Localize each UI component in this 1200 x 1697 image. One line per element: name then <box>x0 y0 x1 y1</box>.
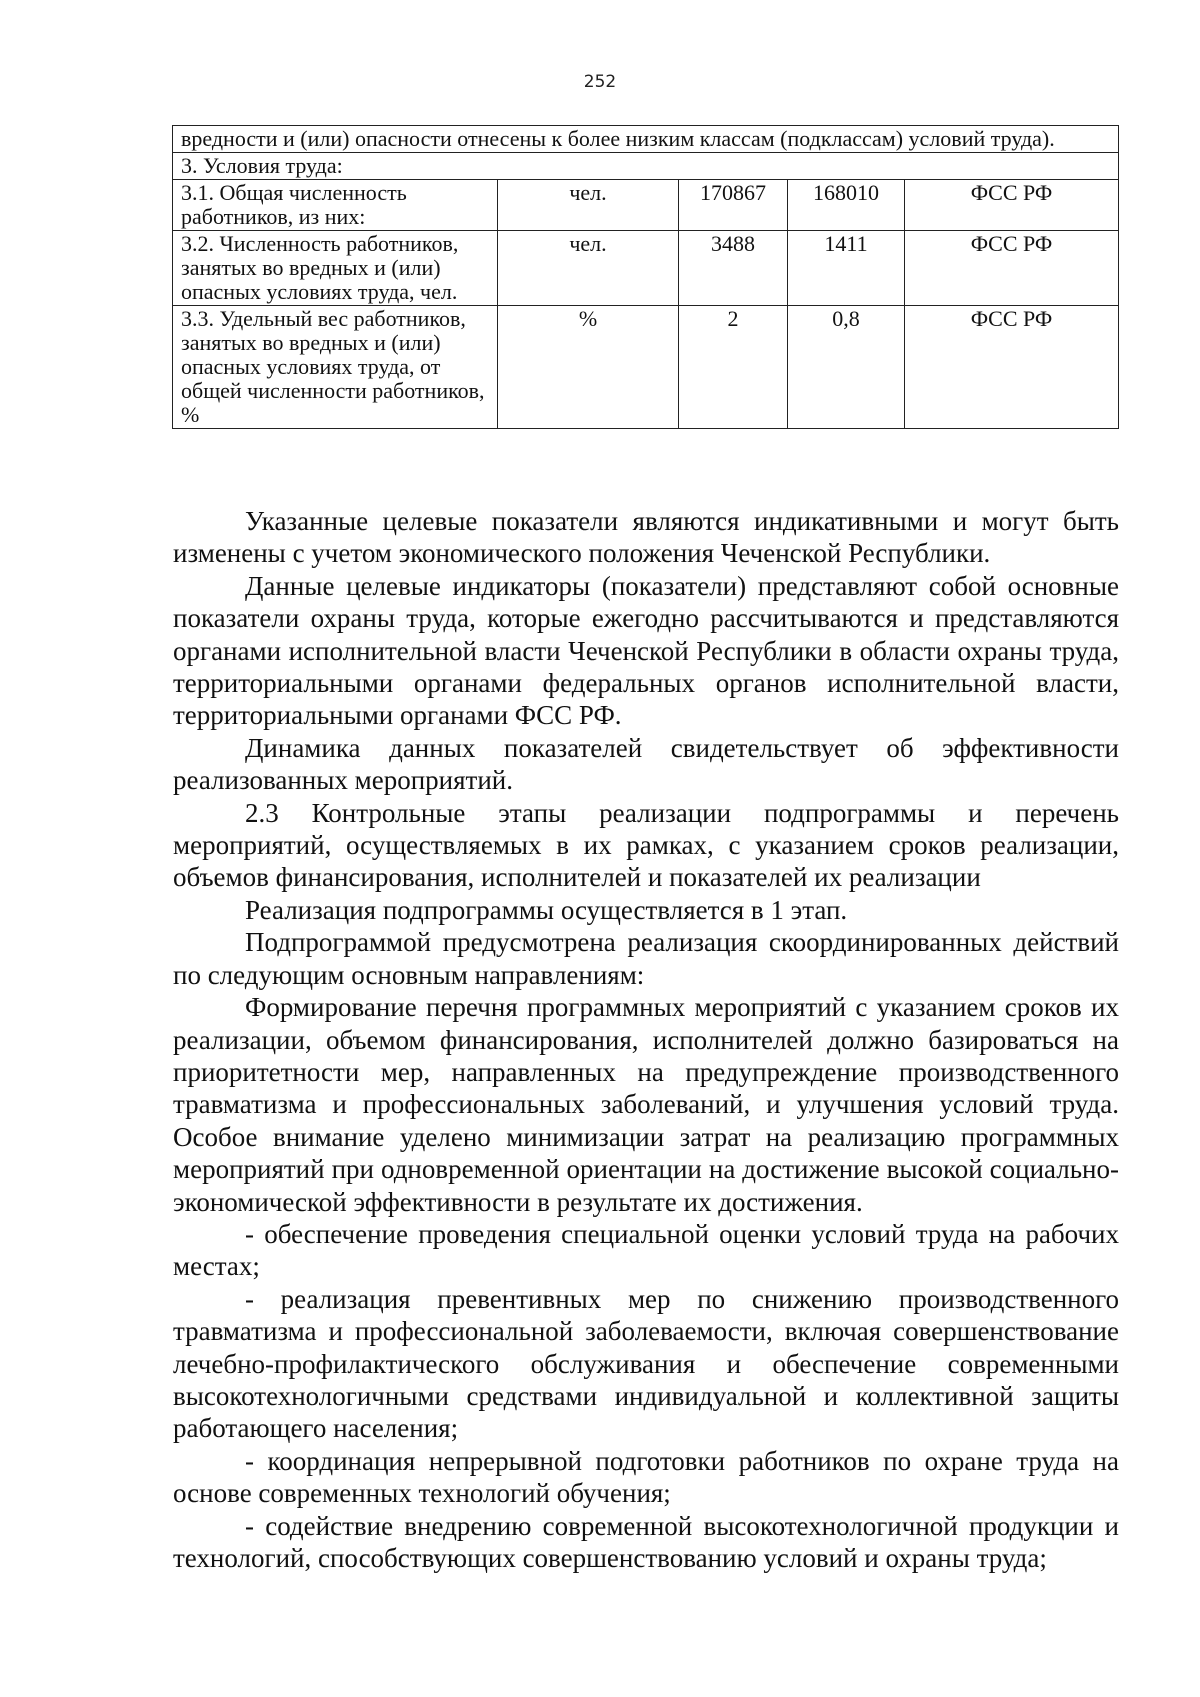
list-item: - обеспечение проведения специальной оценки условий труда на рабочих местах; <box>173 1218 1119 1282</box>
paragraph: Подпрограммой предусмотрена реализация скоординированных действий по следующим основным направлениям: <box>173 927 1119 990</box>
list-item: - координация непрерывной подготовки работников по охране труда на основе современных технологий обучения; <box>173 1445 1119 1509</box>
page-number: 252 <box>583 72 617 92</box>
indicators-table <box>172 125 1119 429</box>
value-cell: 3488 <box>679 231 788 306</box>
unit-cell: % <box>498 306 679 429</box>
paragraph: Формирование перечня программных мероприятий с указанием сроков их реализации, объемом финансирования, исполнителей должно базироваться на приоритетности мер, направленных на предупреждение производственного травматизма и профессиональных заболеваний, и улучшения условий труда. Особое внимание уделено минимизации затрат на реализацию программных мероприятий при одновременной ориентации на достижение высокой социально-экономической эффективности в результате их достижения. <box>173 992 1119 1217</box>
value-cell: 1411 <box>788 231 905 306</box>
source-cell: ФСС РФ <box>905 180 1119 231</box>
indicator-name-cell: 3.2. Численность работников, занятых во вредных и (или) опасных условиях труда, чел. <box>173 231 498 306</box>
value-cell: 170867 <box>679 180 788 231</box>
table-row <box>173 306 1119 429</box>
table-intro-cell: вредности и (или) опасности отнесены к более низким классам (подклассам) условий труда). <box>173 126 1119 153</box>
table-row <box>173 231 1119 306</box>
body-text <box>173 505 1119 1574</box>
source-cell: ФСС РФ <box>905 306 1119 429</box>
paragraph: Динамика данных показателей свидетельствует об эффективности реализованных мероприятий. <box>173 732 1119 796</box>
table-row <box>173 153 1119 180</box>
list-item: - содействие внедрению современной высокотехнологичной продукции и технологий, способствующих совершенствованию условий и охраны труда; <box>173 1510 1119 1573</box>
unit-cell: чел. <box>498 180 679 231</box>
section-heading: 2.3 Контрольные этапы реализации подпрограммы и перечень мероприятий, осуществляемых в их рамках, с указанием сроков реализации, объемов финансирования, исполнителей и показателей их реализации <box>173 797 1119 893</box>
source-cell: ФСС РФ <box>905 231 1119 306</box>
paragraph: Указанные целевые показатели являются индикативными и могут быть изменены с учетом экономического положения Чеченской Республики. <box>173 506 1119 569</box>
paragraph: Данные целевые индикаторы (показатели) представляют собой основные показатели охраны труда, которые ежегодно рассчитываются и представляются органами исполнительной власти Чеченской Республики в области охраны труда, территориальными органами федеральных органов исполнительной власти, территориальными органами ФСС РФ. <box>173 570 1119 731</box>
unit-cell: чел. <box>498 231 679 306</box>
table-row <box>173 126 1119 153</box>
indicator-name-cell: 3.3. Удельный вес работников, занятых во вредных и (или) опасных условиях труда, от общей численности работников, % <box>173 306 498 429</box>
indicator-name-cell: 3.1. Общая численность работников, из них: <box>173 180 498 231</box>
table-section-cell: 3. Условия труда: <box>173 153 1119 180</box>
paragraph: Реализация подпрограммы осуществляется в 1 этап. <box>245 894 848 925</box>
value-cell: 0,8 <box>788 306 905 429</box>
table-row <box>173 180 1119 231</box>
value-cell: 168010 <box>788 180 905 231</box>
list-item: - реализация превентивных мер по снижению производственного травматизма и профессиональной заболеваемости, включая совершенствование лечебно-профилактического обслуживания и обеспечение современными высокотехнологичными средствами индивидуальной и коллективной защиты работающего населения; <box>173 1283 1119 1444</box>
value-cell: 2 <box>679 306 788 429</box>
